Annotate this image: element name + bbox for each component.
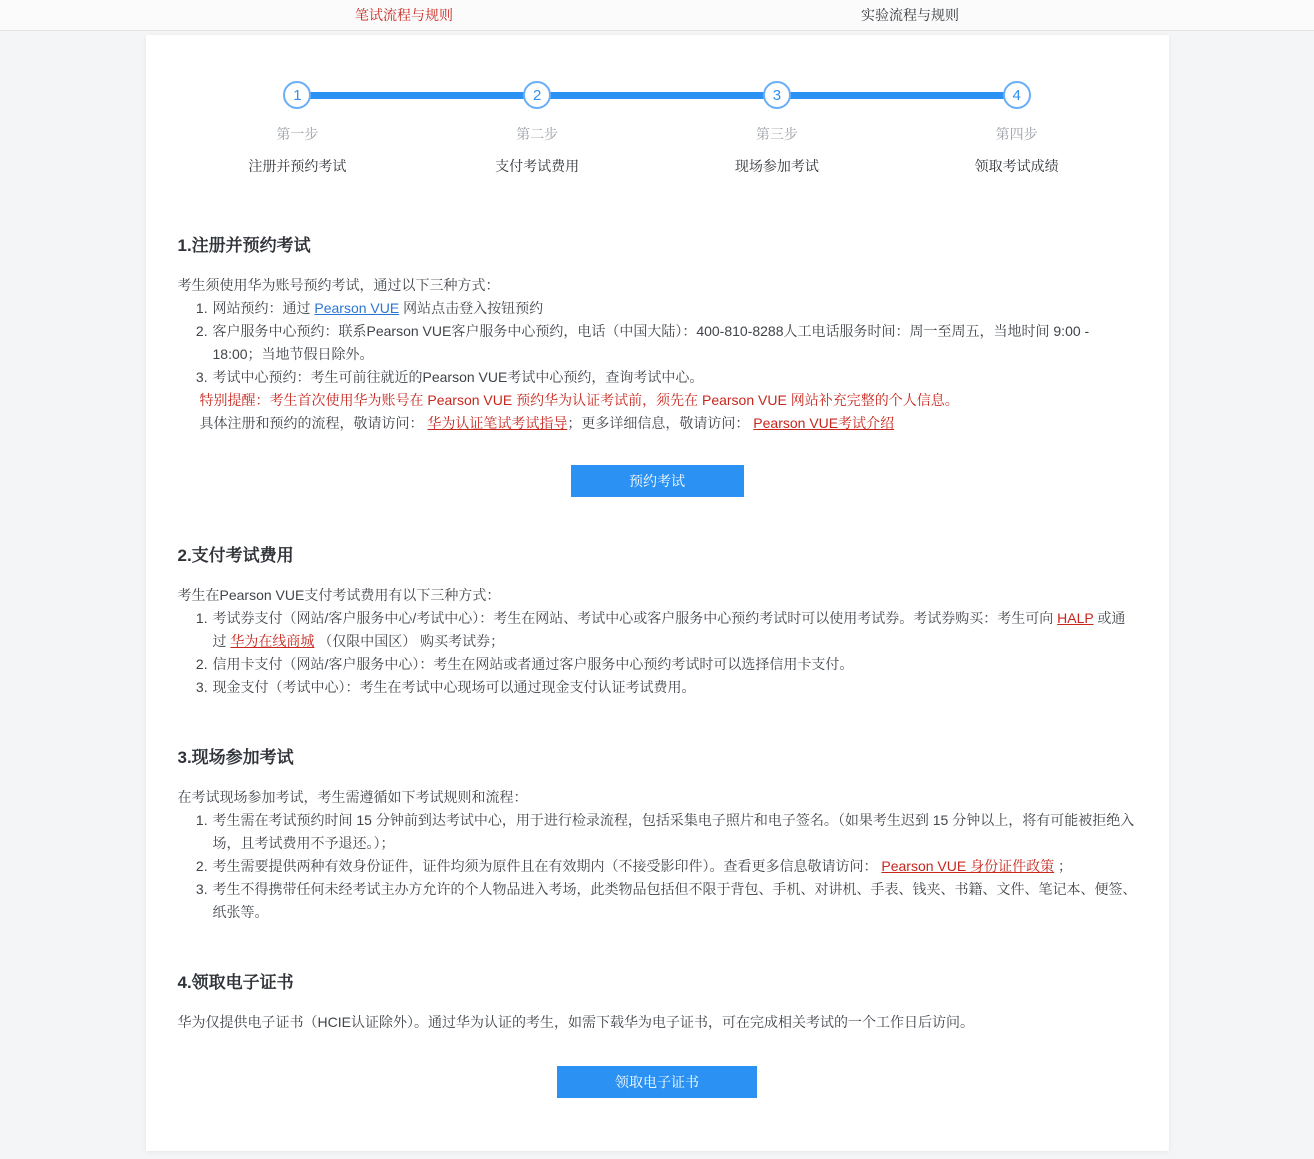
step-1-label: 第一步 [276,126,319,142]
list-item [212,676,1137,699]
list-item [212,809,1137,855]
item-text: 现金支付（考试中心）：考生在考试中心现场可以通过现金支付认证考试费用。 [212,679,696,695]
guide-text: ；更多详细信息，敬请访问： [567,415,754,431]
step-2-label: 第二步 [516,126,559,142]
halp-link[interactable]: HALP [1057,610,1094,626]
section-attend-exam-onsite [178,743,1137,924]
section-pay-exam-fee [178,541,1137,699]
step-2 [417,81,657,176]
section-1-heading: 1.注册并预约考试 [177,236,311,255]
item-text: 客户服务中心预约：联系Pearson VUE客户服务中心预约，电话（中国大陆）：400-810-8288人工电话服务时间：周一至周五，当地时间 9:00 - 18:00；当地节假日除外。 [212,323,1090,362]
item-text: 考试中心预约：考生可前往就近的Pearson VUE考试中心预约，查询考试中心。 [212,369,704,385]
step-2-name: 支付考试费用 [495,158,580,174]
item-text: ； [1054,858,1072,874]
list-item [212,297,1137,320]
pearson-exam-intro-link[interactable]: Pearson VUE考试介绍 [753,415,895,431]
content-card [146,35,1169,1151]
written-exam-guide-link[interactable]: 华为认证笔试考试指导 [427,415,568,431]
tab-written-exam-process[interactable]: 笔试流程与规则 [355,7,453,23]
section-3-intro: 在考试现场参加考试，考生需遵循如下考试规则和流程： [177,789,528,805]
item-text: 考生需要提供两种有效身份证件，证件均须为原件且在有效期内（不接受影印件）。查看更多信息敬请访问： [212,858,882,874]
step-2-circle: 2 [523,81,551,109]
booking-methods-list [178,297,1137,389]
id-policy-link[interactable]: Pearson VUE 身份证件政策 [881,858,1055,874]
step-4-label: 第四步 [995,126,1038,142]
pearson-vue-link[interactable]: Pearson VUE [314,300,400,316]
huawei-online-mall-link[interactable]: 华为在线商城 [230,633,315,649]
list-item [212,320,1137,366]
get-certificate-button[interactable]: 领取电子证书 [557,1066,757,1098]
top-tab-bar [0,0,1314,31]
guide-text: 具体注册和预约的流程，敬请访问： [199,415,428,431]
item-text: 考生需在考试预约时间 15 分钟前到达考试中心，用于进行检录流程，包括采集电子照片和电子签名。（如果考生迟到 15 分钟以上，将有可能被拒绝入场，且考试费用不予退还。）； [212,812,1135,851]
step-1-circle: 1 [283,81,311,109]
tab-lab-exam-process[interactable]: 实验流程与规则 [861,7,959,23]
item-text: 考生不得携带任何未经考试主办方允许的个人物品进入考场，此类物品包括但不限于背包、手机、对讲机、手表、钱夹、书籍、文件、笔记本、便签、纸张等。 [212,881,1137,920]
step-4 [897,81,1137,176]
section-2-heading: 2.支付考试费用 [177,546,294,565]
step-4-name: 领取考试成绩 [974,158,1059,174]
item-text: 考试券支付（网站/客户服务中心/考试中心）：考生在网站、考试中心或客户服务中心预约考试时可以使用考试券。考试券购买：考生可向 [212,610,1058,626]
section-3-heading: 3.现场参加考试 [177,748,294,767]
book-exam-button[interactable]: 预约考试 [571,465,744,497]
step-3 [657,81,897,176]
item-text: 信用卡支付（网站/客户服务中心）：考生在网站或者通过客户服务中心预约考试时可以选择信用卡支付。 [212,656,854,672]
item-text: 网站预约：通过 [212,300,315,316]
section-register-and-book [178,231,1137,497]
step-1 [178,81,418,176]
list-item [212,366,1137,389]
item-text: 网站点击登入按钮预约 [399,300,544,316]
section-4-heading: 4.领取电子证书 [177,973,294,992]
section-get-e-certificate [178,968,1137,1098]
step-3-circle: 3 [763,81,791,109]
step-1-name: 注册并预约考试 [248,158,347,174]
list-item [212,878,1137,924]
item-text: （仅限中国区） 购买考试券； [314,633,505,649]
list-item [212,607,1137,653]
progress-stepper [178,81,1137,176]
exam-rules-list [178,809,1137,924]
section-1-intro: 考生须使用华为账号预约考试，通过以下三种方式： [177,277,500,293]
section-2-intro: 考生在Pearson VUE支付考试费用有以下三种方式： [177,587,501,603]
list-item [212,653,1137,676]
special-reminder-text: 特别提醒：考生首次使用华为账号在 Pearson VUE 预约华为认证考试前，须先在 Pearson VUE 网站补充完整的个人信息。 [199,392,959,408]
payment-methods-list [178,607,1137,699]
section-4-body: 华为仅提供电子证书（HCIE认证除外）。通过华为认证的考生，如需下载华为电子证书，可在完成相关考试的一个工作日后访问。 [177,1014,974,1030]
list-item [212,855,1137,878]
step-4-circle: 4 [1003,81,1031,109]
top-tabs [151,0,1163,30]
step-3-name: 现场参加考试 [734,158,819,174]
item-text: 或通过 [212,610,1126,649]
guide-links-line [200,412,1137,435]
step-3-label: 第三步 [755,126,798,142]
